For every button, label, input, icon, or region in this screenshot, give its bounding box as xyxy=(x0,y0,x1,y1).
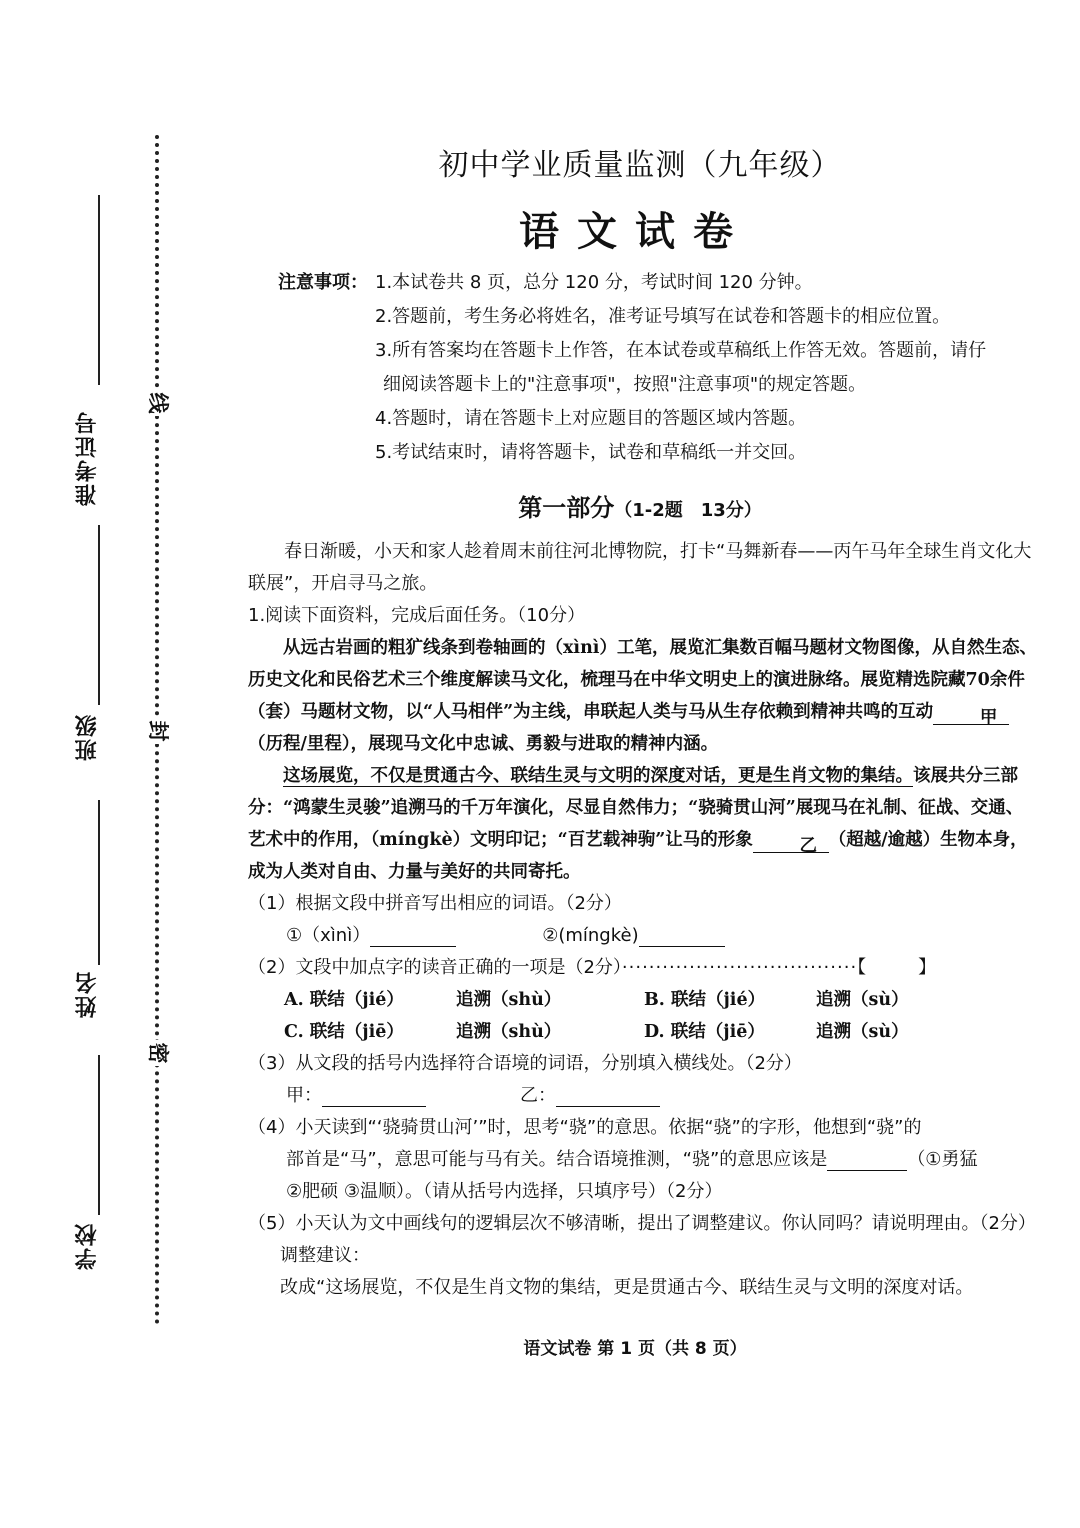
part-subtitle: （1-2题 13分） xyxy=(614,500,762,521)
question-body xyxy=(248,536,1038,1304)
note-item: 4.答题时，请在答题卡上对应题目的答题区域内答题。 xyxy=(375,408,807,429)
sub-question-4-cont2: ②肥硕 ③温顺）。（请从括号内选择，只填序号）（2分） xyxy=(286,1181,723,1202)
sub-question-5: （5）小天认为文中画线句的逻辑层次不够清晰，提出了调整建议。你认同吗？请说明理由。（2分） xyxy=(248,1213,1036,1234)
material-text: 该展共分三部分：“鸿蒙生灵骏”追溯马的千万年演化，尽显自然伟力；“骁骑贯山河”展现马在礼制、征战、交通、艺术中的作用，（míngkè）文明印记；“百艺载神驹”让马的形象 xyxy=(248,766,1024,850)
sub1-a-label: ①（xìnì） xyxy=(286,925,371,946)
answer-bracket-right: 】 xyxy=(918,957,937,978)
school-label: 学校 xyxy=(75,1222,100,1270)
sub3-yi-blank[interactable] xyxy=(556,1084,660,1107)
sub4-blank[interactable] xyxy=(827,1148,907,1171)
intro-paragraph: 春日渐暖，小天和家人趁着周末前往河北博物院，打卡“马舞新春——丙午马年全球生肖文化大联展”，开启寻马之旅。 xyxy=(248,541,1032,594)
part-title: 第一部分 xyxy=(518,494,615,522)
sub3-jia-label: 甲： xyxy=(286,1085,322,1106)
option-a-1[interactable]: A. 联结（jié） xyxy=(284,990,404,1010)
exam-title: 语文试卷 xyxy=(519,209,751,255)
class-write-line[interactable] xyxy=(98,525,100,705)
sub-question-3: （3）从文段的括号内选择符合语境的词语，分别填入横线处。（2分） xyxy=(248,1053,802,1074)
sub3-jia-blank[interactable] xyxy=(322,1084,426,1107)
seal-char-mi: 密 xyxy=(145,1040,171,1066)
notes-block xyxy=(278,264,1058,468)
notes-heading: 注意事项： xyxy=(278,272,368,293)
option-b-2: 追溯（sù） xyxy=(816,990,909,1010)
option-d-1[interactable]: D. 联结（jiē） xyxy=(644,1022,765,1042)
q1-stem: 1.阅读下面资料，完成后面任务。（10分） xyxy=(248,605,586,626)
answer-bracket-left: 【 xyxy=(857,957,867,978)
note-item: 3.所有答案均在答题卡上作答，在本试卷或草稿纸上作答无效。答题前，请仔 xyxy=(375,340,987,361)
sub-question-4: （4）小天读到“‘骁骑贯山河’”时，思考“骁”的意思。依据“骁”的字形，他想到“骁”的 xyxy=(248,1117,922,1138)
name-write-line[interactable] xyxy=(98,800,100,965)
page-footer: 语文试卷 第 1 页（共 8 页） xyxy=(523,1339,747,1359)
sub1-b-blank[interactable] xyxy=(639,924,725,947)
option-c-2: 追溯（shù） xyxy=(456,1022,562,1042)
seal-char-feng: 封 xyxy=(145,718,171,744)
sub3-answers xyxy=(248,1080,1038,1112)
sub1-b-label: ②(míngkè) xyxy=(542,925,639,946)
material-paragraph-2 xyxy=(248,760,1038,888)
option-row xyxy=(248,984,1038,1016)
exam-subtitle: 初中学业质量监测（九年级） xyxy=(438,148,842,183)
material-text: 从远古岩画的粗犷线条到卷轴画的（xìnì）工笔，展览汇集数百幅马题材文物图像，从自然生态、历史文化和民俗艺术三个维度解读马文化，梳理马在中华文明史上的演进脉络。展览精选院藏70余件（套）马题材文物，以“人马相伴”为主线，串联起人类与马从生存依赖到精神共鸣的互动 xyxy=(248,638,1037,722)
sub5-answer-text: 改成“这场展览，不仅是生肖文物的集结，更是贯通古今、联结生灵与文明的深度对话。 xyxy=(280,1277,974,1298)
seal-char-xian: 线 xyxy=(145,390,171,416)
option-a-2: 追溯（shù） xyxy=(456,990,562,1010)
exam-id-label: 准考证号 xyxy=(75,410,100,506)
material-text: （超越/逾越）生物本身，成为人类对自由、力量与美好的共同寄托。 xyxy=(248,830,1028,882)
sub1-a-blank[interactable] xyxy=(370,924,456,947)
note-item: 5.考试结束时，请将答题卡，试卷和草稿纸一并交回。 xyxy=(375,442,807,463)
sub-question-4-cont xyxy=(248,1144,1038,1176)
blank-jia-label: 甲 xyxy=(979,708,998,728)
blank-yi xyxy=(753,830,829,856)
sub-question-1: （1）根据文段中拼音写出相应的词语。（2分） xyxy=(248,893,622,914)
sub1-answers xyxy=(248,920,1038,952)
sub3-yi-label: 乙： xyxy=(520,1085,556,1106)
note-item: 2.答题前，考生务必将姓名，准考证号填写在试卷和答题卡的相应位置。 xyxy=(375,306,951,327)
school-write-line[interactable] xyxy=(98,1055,100,1215)
underlined-sentence: 这场展览，不仅是贯通古今、联结生灵与文明的深度对话，更是生肖文物的集结。 xyxy=(283,766,913,786)
sub5-label: 调整建议： xyxy=(280,1245,370,1266)
material-text: （历程/里程），展现马文化中忠诚、勇毅与进取的精神内涵。 xyxy=(248,734,719,754)
sub2-text: （2）文段中加点字的读音正确的一项是（2分） xyxy=(248,957,622,978)
sub2-dot-leader: ··································· xyxy=(621,957,858,978)
class-label: 班级 xyxy=(75,713,100,761)
sub4-text: 部首是“马”，意思可能与马有关。结合语境推测，“骁”的意思应该是 xyxy=(286,1149,828,1170)
part-heading xyxy=(0,488,1080,523)
note-item: 1.本试卷共 8 页，总分 120 分，考试时间 120 分钟。 xyxy=(375,272,813,293)
option-c-1[interactable]: C. 联结（jiē） xyxy=(284,1022,404,1042)
blank-jia xyxy=(933,702,1009,728)
note-item: 细阅读答题卡上的"注意事项"，按照"注意事项"的规定答题。 xyxy=(383,374,867,395)
option-row xyxy=(248,1016,1038,1048)
sub4-choices: （①勇猛 xyxy=(907,1149,978,1170)
option-d-2: 追溯（sù） xyxy=(816,1022,909,1042)
name-label: 姓名 xyxy=(75,970,100,1018)
material-paragraph-1 xyxy=(248,632,1038,760)
sub-question-2 xyxy=(248,952,1038,984)
option-b-1[interactable]: B. 联结（jié） xyxy=(644,990,766,1010)
blank-yi-label: 乙 xyxy=(799,836,818,856)
